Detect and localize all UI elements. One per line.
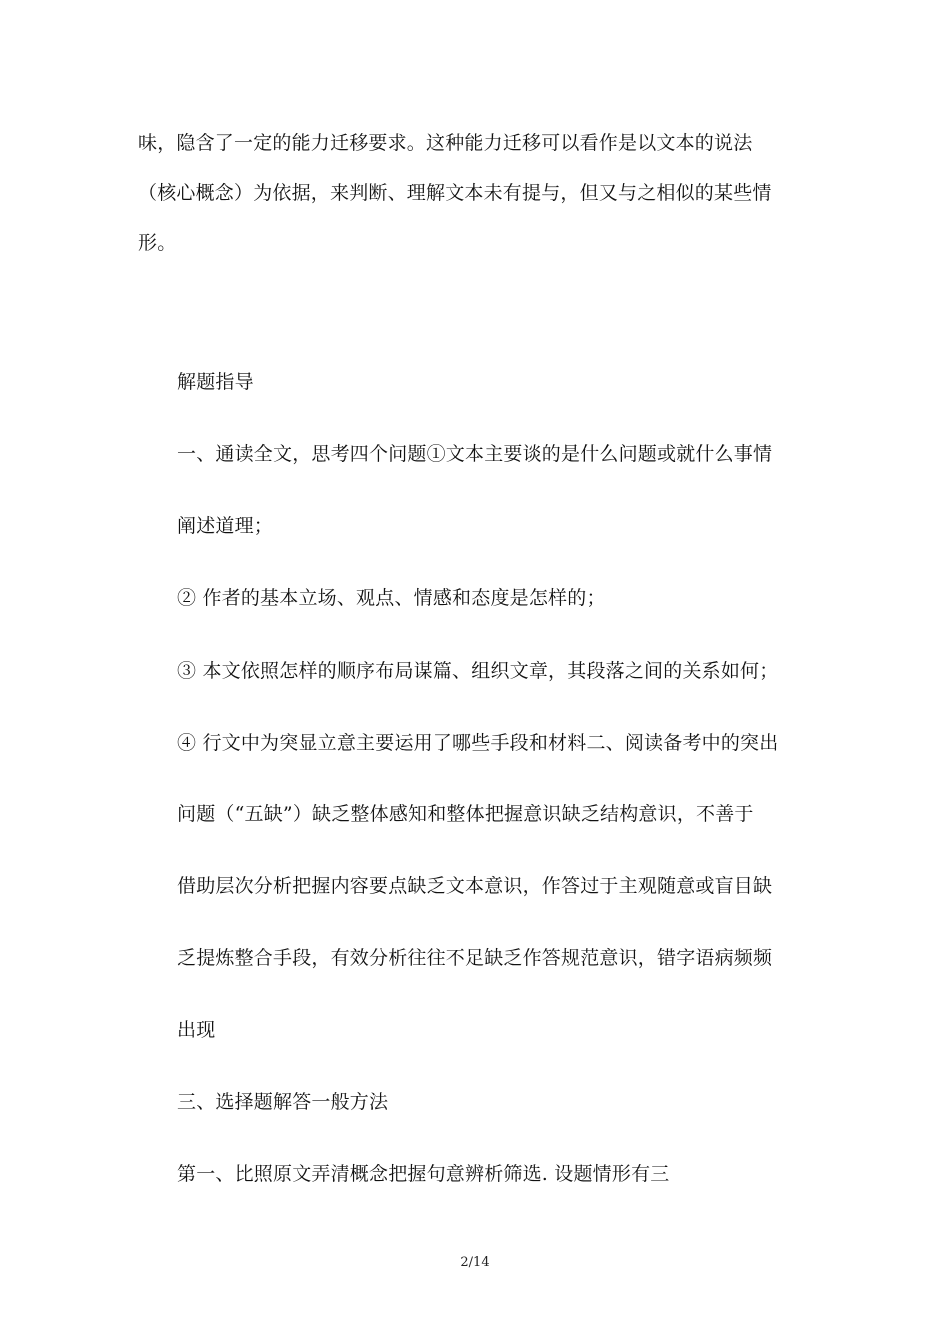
body-line-3: ② 作者的基本立场、观点、情感和态度是怎样的； (177, 587, 606, 609)
body-line-1: 一、通读全文，思考四个问题①文本主要谈的是什么问题或就什么事情 (177, 443, 773, 465)
body-line-9: 出现 (177, 1019, 216, 1041)
intro-line-3: 形。 (138, 232, 177, 254)
body-line-5: ④ 行文中为突显立意主要运用了哪些手段和材料二、阅读备考中的突出 (177, 732, 779, 754)
body-line-8: 乏提炼整合手段，有效分析往往不足缺乏作答规范意识，错字语病频频 (177, 947, 773, 969)
body-line-10: 三、选择题解答一般方法 (177, 1091, 389, 1113)
body-line-11: 第一、比照原文弄清概念把握句意辨析筛选. 设题情形有三 (177, 1163, 670, 1185)
body-line-7: 借助层次分析把握内容要点缺乏文本意识，作答过于主观随意或盲目缺 (177, 875, 773, 897)
body-line-2: 阐述道理； (177, 515, 274, 537)
body-line-6: 问题（“五缺”）缺乏整体感知和整体把握意识缺乏结构意识，不善于 (177, 803, 754, 825)
body-line-4: ③ 本文依照怎样的顺序布局谋篇、组织文章，其段落之间的关系如何； (177, 660, 779, 682)
intro-line-2: （核心概念）为依据，来判断、理解文本未有提与，但又与之相似的某些情 (138, 182, 772, 204)
section-heading: 解题指导 (177, 371, 254, 393)
intro-line-1: 味，隐含了一定的能力迁移要求。这种能力迁移可以看作是以文本的说法 (138, 132, 753, 154)
page-number: 2/14 (460, 1255, 490, 1270)
